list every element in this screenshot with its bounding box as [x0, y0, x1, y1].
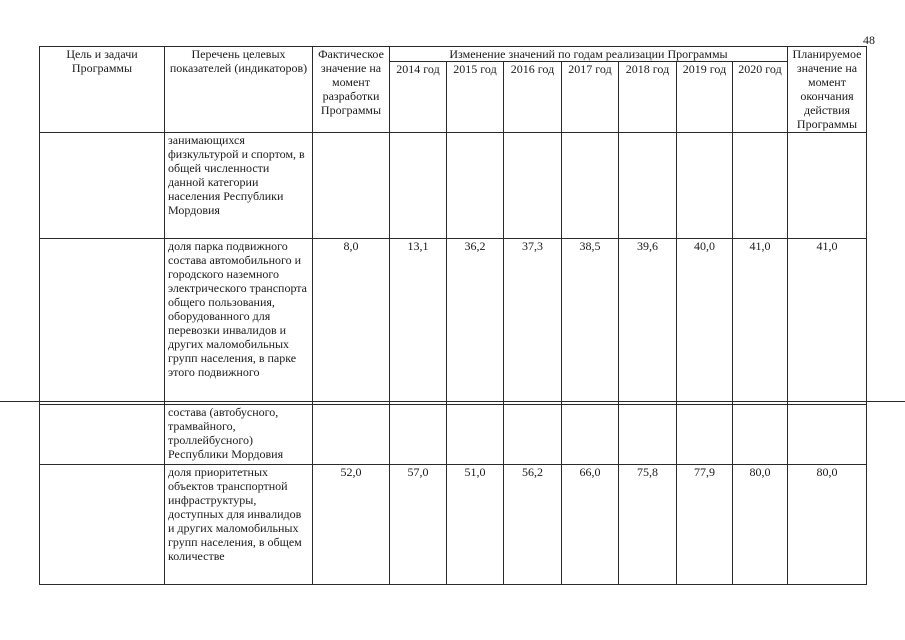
- header-actual: Фактическое значение на момент разработки Программы: [313, 47, 390, 133]
- header-planned: Планируемое значение на момент окончания действия Программы: [788, 47, 867, 133]
- year-value-cell: [447, 405, 504, 465]
- actual-cell: [313, 405, 390, 465]
- year-value-cell: [562, 133, 619, 239]
- year-value-cell: [390, 133, 447, 239]
- indicator-cell: состава (автобусного, трамвайного, троллейбусного) Республики Мордовия: [165, 405, 313, 465]
- year-value-cell: 39,6: [619, 239, 677, 405]
- table-row: [40, 239, 867, 405]
- header-row-top: [40, 47, 867, 62]
- table-row: [40, 133, 867, 239]
- table-row: [40, 465, 867, 585]
- planned-cell: 80,0: [788, 465, 867, 585]
- year-value-cell: 40,0: [677, 239, 733, 405]
- year-value-cell: [504, 405, 562, 465]
- year-value-cell: [619, 133, 677, 239]
- header-year: 2020 год: [733, 62, 788, 133]
- page-number: 48: [863, 33, 875, 47]
- header-year: 2018 год: [619, 62, 677, 133]
- indicator-cell: занимающихся физкультурой и спортом, в общей численности данной категории населения Республики Мордовия: [165, 133, 313, 239]
- goal-cell: [40, 133, 165, 239]
- goal-cell: [40, 405, 165, 465]
- year-value-cell: 51,0: [447, 465, 504, 585]
- header-year: 2017 год: [562, 62, 619, 133]
- year-value-cell: [733, 405, 788, 465]
- goal-cell: [40, 465, 165, 585]
- header-year: 2016 год: [504, 62, 562, 133]
- header-year: 2019 год: [677, 62, 733, 133]
- year-value-cell: 36,2: [447, 239, 504, 405]
- header-goal: Цель и задачи Программы: [40, 47, 165, 133]
- year-value-cell: 56,2: [504, 465, 562, 585]
- year-value-cell: [733, 133, 788, 239]
- header-year: 2014 год: [390, 62, 447, 133]
- year-value-cell: 80,0: [733, 465, 788, 585]
- year-value-cell: [677, 133, 733, 239]
- header-year: 2015 год: [447, 62, 504, 133]
- year-value-cell: [447, 133, 504, 239]
- year-value-cell: 13,1: [390, 239, 447, 405]
- year-value-cell: [619, 405, 677, 465]
- year-value-cell: 41,0: [733, 239, 788, 405]
- actual-cell: 8,0: [313, 239, 390, 405]
- year-value-cell: [390, 405, 447, 465]
- year-value-cell: [677, 405, 733, 465]
- planned-cell: [788, 405, 867, 465]
- year-value-cell: 77,9: [677, 465, 733, 585]
- planned-cell: [788, 133, 867, 239]
- goal-cell: [40, 239, 165, 405]
- planned-cell: 41,0: [788, 239, 867, 405]
- table-row: [40, 405, 867, 465]
- indicator-cell: доля приоритетных объектов транспортной инфраструктуры, доступных для инвалидов и других маломобильных групп населения, в общем количестве: [165, 465, 313, 585]
- year-value-cell: [504, 133, 562, 239]
- year-value-cell: [562, 405, 619, 465]
- header-change-group: Изменение значений по годам реализации Программы: [390, 47, 788, 62]
- year-value-cell: 75,8: [619, 465, 677, 585]
- indicator-cell: доля парка подвижного состава автомобильного и городского наземного электрического транспорта общего пользования, оборудованного для перевозки инвалидов и других маломобильных групп населения, в парке этого подвижного: [165, 239, 313, 405]
- header-indicators: Перечень целевых показателей (индикаторов): [165, 47, 313, 133]
- year-value-cell: 66,0: [562, 465, 619, 585]
- actual-cell: 52,0: [313, 465, 390, 585]
- actual-cell: [313, 133, 390, 239]
- year-value-cell: 57,0: [390, 465, 447, 585]
- year-value-cell: 38,5: [562, 239, 619, 405]
- indicators-table: [39, 46, 867, 585]
- year-value-cell: 37,3: [504, 239, 562, 405]
